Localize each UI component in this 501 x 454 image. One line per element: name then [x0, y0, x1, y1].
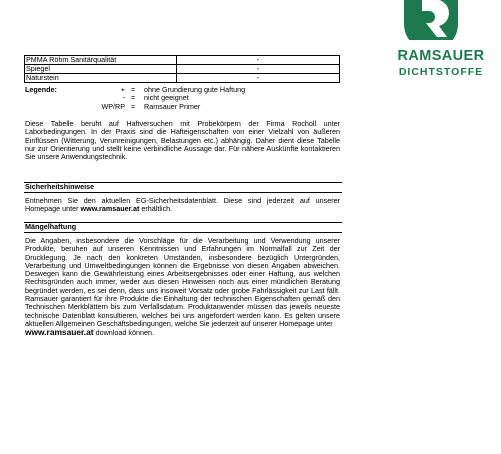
legend-title: Legende:	[25, 85, 57, 94]
legend-text: ohne Grundierung gute Haftung	[144, 85, 246, 94]
brand-name: RAMSAUER	[397, 48, 485, 64]
safety-paragraph	[25, 197, 340, 214]
legend-symbol: -	[122, 93, 125, 103]
legend-symbol: +	[120, 85, 125, 94]
liability-paragraph	[25, 237, 340, 338]
legend-row	[25, 103, 285, 111]
material-name: PMMA Röhm Sanitärqualität	[25, 56, 177, 65]
liability-text-end: download können.	[93, 328, 154, 338]
liability-text: Die Angaben, insbesondere die Vorschläge für die Verarbeitung und Verwendung unserer Produkte, beruhen auf unseren Kenntnissen und Erfahrungen im Normalfall zur Zeit der Drucklegung. Je nach den konkreten Umständen, insbesondere bezüglich Untergründen, Verarbeitung und Umweltbedingungen können die Ergebnisse von diesen Angaben abweichen. Deswegen kann die Gewährleistung eines Arbeitsergebnisses oder einer Haftung, aus welchen Rechtsgründen auch immer, weder aus diesen Hinweisen noch aus einer mündlichen Beratung begründet werden, es sei denn, dass uns insoweit Vorsatz oder grobe Fahrlässigkeit zur Last fällt. Ramsauer garantiert für ihre Produkte die Einhaltung der technischen Eigenschaften gemäß den Technischen Merkblättern bis zum Verfallsdatum. Produktanwender müssen das jeweils neueste technische Datenblatt konsultieren, welches bei uns angefordert werden kann. Es gelten unsere aktuellen Allgemeinen Geschäftsbedingungen, welche Sie jederzeit auf unserer Homepage unter	[25, 236, 340, 328]
material-value: -	[177, 56, 340, 65]
table-row	[25, 56, 340, 65]
table-row	[25, 64, 340, 73]
download-link[interactable]: www.ramsauer.at	[25, 327, 94, 338]
material-value: -	[177, 64, 340, 73]
materials-table	[24, 55, 340, 83]
legend-equals: =	[131, 85, 136, 94]
ramsauer-logo-mark	[402, 0, 460, 40]
material-name: Spiegel	[25, 64, 177, 73]
legend-text: Ramsauer Primer	[144, 101, 201, 111]
safety-heading: Sicherheitshinweise	[24, 182, 342, 193]
material-name: Naturstein	[25, 73, 177, 82]
safety-text-end: erhältlich.	[139, 204, 173, 214]
legend-equals: =	[131, 101, 136, 111]
table-row	[25, 73, 340, 82]
homepage-link[interactable]: www.ramsauer.at	[80, 204, 140, 214]
material-value: -	[177, 73, 340, 82]
liability-heading: Mängelhaftung	[24, 222, 342, 233]
legend-symbol: WP/RP	[101, 101, 125, 111]
legend	[25, 86, 285, 111]
intro-paragraph: Diese Tabelle beruht auf Haftversuchen mit Probekörpern der Firma Rocholl unter Laborbedingungen. In der Praxis sind die Hafteigenschaften von einer Vielzahl von äußeren Einflüssen (Witterung, Verunreinigungen, Belastungen etc.) abhängig. Daher dient diese Tabelle nur zur Orientierung und stellt keine verbindliche Aussage dar. Für nähere Auskünfte kontaktieren Sie unsere Anwendungstechnik.	[25, 119, 340, 162]
legend-text: nicht geeignet	[144, 93, 189, 103]
brand-subtitle: DICHTSTOFFE	[398, 66, 484, 78]
safety-text: Entnehmen Sie den aktuellen EG-Sicherheitsdatenblatt. Diese sind jederzeit auf unserer Homepage unter	[25, 196, 340, 214]
legend-equals: =	[131, 93, 136, 103]
